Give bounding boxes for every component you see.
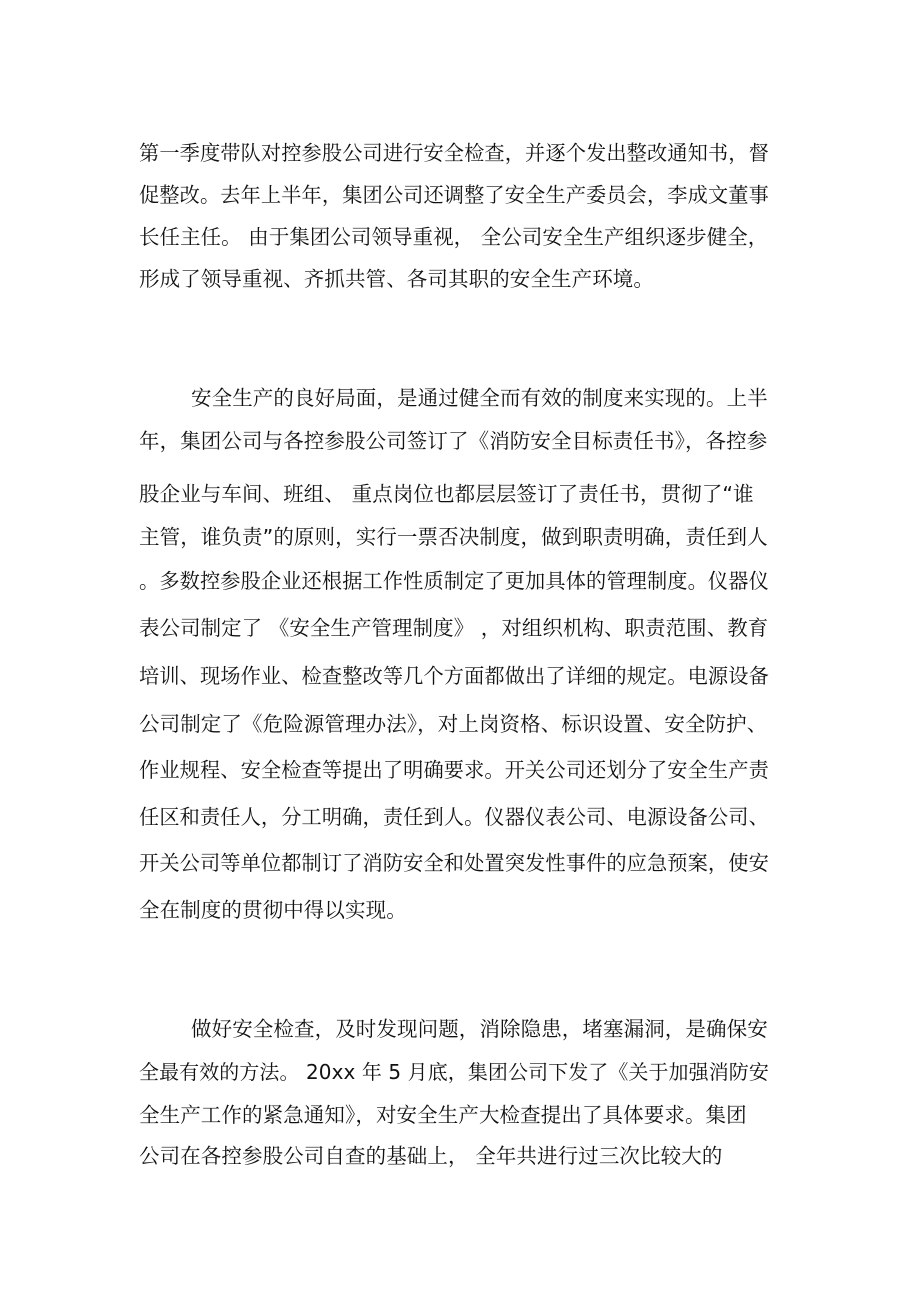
- paragraph-2-line-11: 开关公司等单位都制订了消防安全和处置突发性事件的应急预案，使安: [139, 851, 769, 875]
- paragraph-2-line-6: 表公司制定了 《安全生产管理制度》 ，对组织机构、职责范围、教育: [139, 616, 769, 640]
- paragraph-1-line-3: 长任主任。 由于集团公司领导重视， 全公司安全生产组织逐步健全，: [139, 225, 769, 249]
- paragraph-2-line-9: 作业规程、安全检查等提出了明确要求。开关公司还划分了安全生产责: [139, 758, 769, 782]
- paragraph-3-line-4: 公司在各控参股公司自查的基础上， 全年共进行过三次比较大的: [139, 1144, 723, 1168]
- paragraph-1-line-2: 促整改。去年上半年，集团公司还调整了安全生产委员会，李成文董事: [139, 183, 769, 207]
- paragraph-2-line-2: 年，集团公司与各控参股公司签订了《消防安全目标责任书》，各控参: [139, 429, 768, 453]
- paragraph-2-line-7: 培训、现场作业、检查整改等几个方面都做出了详细的规定。电源设备: [139, 664, 769, 688]
- paragraph-2-line-8: 公司制定了《危险源管理办法》，对上岗资格、标识设置、安全防护、: [139, 712, 768, 736]
- paragraph-2-line-10: 任区和责任人，分工明确，责任到人。仪器仪表公司、电源设备公司、: [139, 805, 769, 829]
- paragraph-3-line-3: 全生产工作的紧急通知》，对安全生产大检查提出了具体要求。集团: [139, 1103, 747, 1127]
- paragraph-1-line-1: 第一季度带队对控参股公司进行安全检查，并逐个发出整改通知书，督: [139, 141, 769, 165]
- paragraph-3-line-1: 做好安全检查，及时发现问题，消除隐患，堵塞漏洞，是确保安: [191, 1017, 768, 1041]
- paragraph-3-line-2: 全最有效的方法。 20xx 年 5 月底，集团公司下发了《关于加强消防安: [139, 1060, 769, 1084]
- paragraph-2-line-4: 主管，谁负责”的原则，实行一票否决制度，做到职责明确，责任到人: [139, 525, 768, 549]
- paragraph-2-line-1: 安全生产的良好局面，是通过健全而有效的制度来实现的。上半: [191, 386, 768, 410]
- paragraph-2-line-3: 股企业与车间、班组、 重点岗位也都层层签订了责任书，贯彻了“谁: [139, 482, 754, 506]
- paragraph-2-line-12: 全在制度的贯彻中得以实现。: [139, 898, 407, 922]
- paragraph-1-line-4: 形成了领导重视、齐抓共管、各司其职的安全生产环境。: [139, 267, 654, 291]
- paragraph-2-line-5: 。多数控参股企业还根据工作性质制定了更加具体的管理制度。仪器仪: [139, 569, 769, 593]
